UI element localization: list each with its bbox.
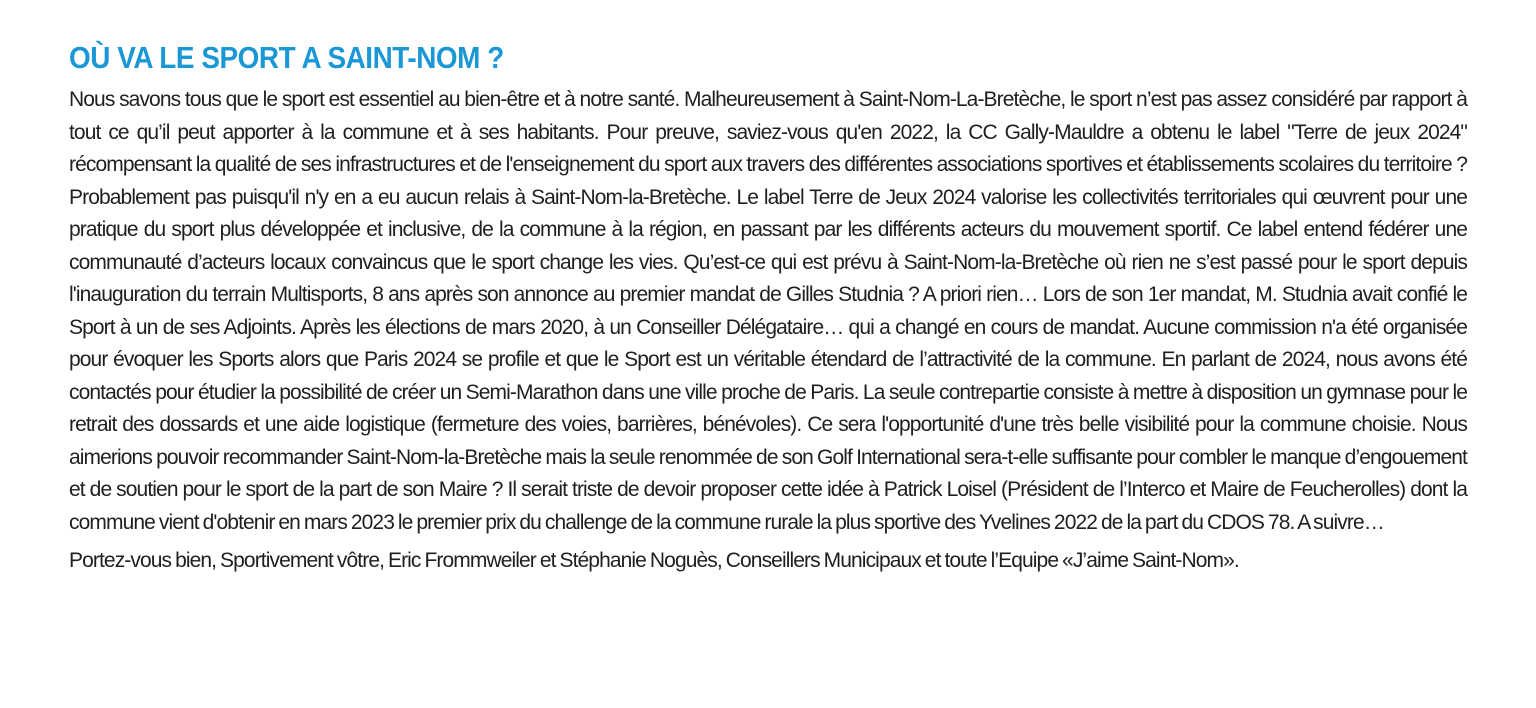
article-signature: Portez-vous bien, Sportivement vôtre, Eric Frommweiler et Stéphanie Noguès, Conseillers Municipaux et toute l’Equipe «J’aime Saint-Nom». <box>69 549 1239 572</box>
article-title: OÙ VA LE SPORT A SAINT-NOM ? <box>69 40 504 75</box>
article <box>69 38 1467 577</box>
article-body: Nous savons tous que le sport est essentiel au bien-être et à notre santé. Malheureusement à Saint-Nom-La-Bretèche, le sport n’est pas assez considéré par rapport à tout ce qu’il peut apporter à la commune et à ses habitants. Pour preuve, saviez-vous qu'en 2022, la CC Gally-Mauldre a obtenu le label "Terre de jeux 2024" récompensant la qualité de ses infrastructures et de l'enseignement du sport aux travers des différentes associations sportives et établissements scolaires du territoire ? Probablement pas puisqu'il n'y en a eu aucun relais à Saint-Nom-la-Bretèche. Le label Terre de Jeux 2024 valorise les collectivités territoriales qui œuvrent pour une pratique du sport plus développée et inclusive, de la commune à la région, en passant par les différents acteurs du mouvement sportif. Ce label entend fédérer une communauté d’acteurs locaux convaincus que le sport change les vies. Qu’est-ce qui est prévu à Saint-Nom-la-Bretèche où rien ne s’est passé pour le sport depuis l'inauguration du terrain Multisports, 8 ans après son annonce au premier mandat de Gilles Studnia ? A priori rien… Lors de son 1er mandat, M. Studnia avait confié le Sport à un de ses Adjoints. Après les élections de mars 2020, à un Conseiller Délégataire… qui a changé en cours de mandat. Aucune commission n'a été organisée pour évoquer les Sports alors que Paris 2024 se profile et que le Sport est un véritable étendard de l’attractivité de la commune. En parlant de 2024, nous avons été contactés pour étudier la possibilité de créer un Semi-Marathon dans une ville proche de Paris. La seule contrepartie consiste à mettre à disposition un gymnase pour le retrait des dossards et une aide logistique (fermeture des voies, barrières, bénévoles). Ce sera l'opportunité d'une très belle visibilité pour la commune choisie. Nous aimerions pouvoir recommander Saint-Nom-la-Bretèche mais la seule renommée de son Golf International sera-t-elle suffisante pour combler le manque d’engouement et de soutien pour le sport de la part de son Maire ? Il serait triste de devoir proposer cette idée à Patrick Loisel (Président de l’Interco et Maire de Feucherolles) dont la commune vient d'obtenir en mars 2023 le premier prix du challenge de la commune rurale la plus sportive des Yvelines 2022 de la part du CDOS 78. A suivre… <box>69 88 1467 534</box>
